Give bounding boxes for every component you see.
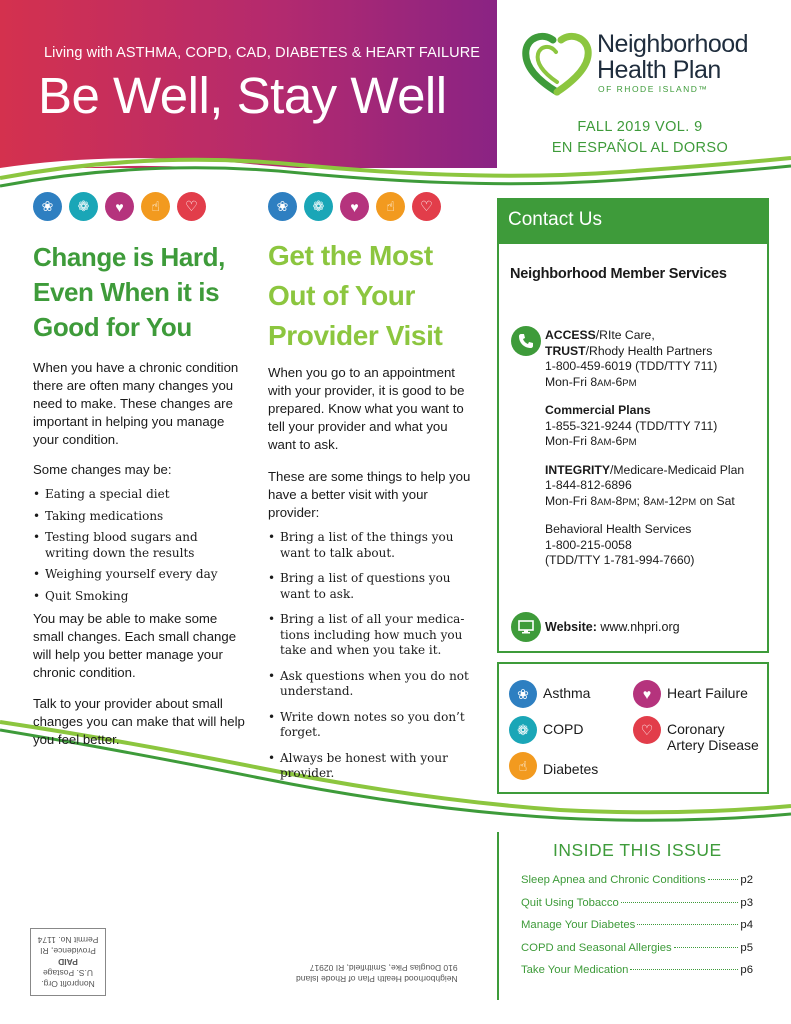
spanish-note: EN ESPAÑOL AL DORSO: [551, 140, 729, 156]
contact-us-box: [497, 198, 769, 653]
list-item: • Always be honest with your provider.: [268, 751, 473, 782]
lungs-outline-icon: ❁: [304, 192, 333, 221]
legend-asthma: [509, 680, 590, 708]
article-change-is-hard: [33, 240, 245, 749]
article2-list: [268, 530, 473, 782]
list-item: • Quit Smoking: [33, 589, 245, 605]
plan-name: Behavioral Health Services: [545, 522, 692, 536]
logo-text-line2: Health Plan: [597, 56, 721, 84]
phone-icon: [511, 326, 541, 356]
website-label: Website:: [545, 620, 597, 634]
website-row: [511, 612, 680, 642]
plan-name: INTEGRITY: [545, 462, 611, 477]
plan-hours: Mon-Fri 8AM-6PM: [545, 434, 637, 448]
issue-info: [540, 117, 740, 159]
condition-icons-row-1: [33, 192, 206, 221]
list-item: • Testing blood sugars and writing down the results: [33, 530, 245, 561]
article1-para2: You may be able to make some small changes. Each small change will help you better manage your chronic condition.: [33, 611, 237, 680]
article1-list: [33, 487, 245, 604]
return-address: Neighborhood Health Plan of Rhode Island 910 Douglas Pike, Smithfield, RI 02917: [296, 963, 458, 984]
article1-para3: Talk to your provider about small changes you can make that will help you feel better.: [33, 696, 245, 747]
list-item: • Weighing yourself every day: [33, 567, 245, 583]
plan-behavioral-health: [545, 522, 765, 569]
article2-list-lead: These are some things to help you have a better visit with your provider:: [268, 469, 471, 520]
legend-diabetes: [509, 752, 598, 780]
finger-drop-icon: ☝: [509, 752, 537, 780]
plan-integrity: [545, 463, 765, 511]
plan-tty: (TDD/TTY 1-781-994-7660): [545, 553, 695, 567]
postage-indicia: Nonprofit Org. U.S. Postage PAID Providence, RI Permit No. 1174: [30, 928, 106, 996]
plan-phone: 1-844-812-6896: [545, 478, 632, 492]
nhpri-logo: [520, 26, 770, 101]
plan-hours: Mon-Fri 8AM-6PM: [545, 374, 637, 389]
plan-name: TRUST: [545, 343, 586, 358]
legend-coronary-artery-disease: [633, 716, 759, 753]
plan-phone: 1-800-215-0058: [545, 537, 632, 552]
lungs-icon: ❀: [33, 192, 62, 221]
heart-outline-icon: ♡: [177, 192, 206, 221]
plan-name: ACCESS: [545, 328, 596, 342]
plan-contacts: [545, 328, 765, 581]
inside-issue-title: INSIDE THIS ISSUE: [553, 840, 722, 860]
finger-drop-icon: ☝: [141, 192, 170, 221]
heart-outline-icon: ♡: [633, 716, 661, 744]
finger-drop-icon: ☝: [376, 192, 405, 221]
toc-item[interactable]: Manage Your Diabetes p4: [521, 919, 753, 931]
website-link[interactable]: www.nhpri.org: [600, 620, 680, 634]
issue-volume: FALL 2019 VOL. 9: [577, 119, 703, 135]
newsletter-title: Be Well, Stay Well: [38, 67, 447, 124]
article1-intro: When you have a chronic condition there are often many changes you need to make. These changes are important in helping you manage your condition.: [33, 360, 239, 447]
list-item: • Eating a special diet: [33, 487, 245, 503]
plan-name: Commercial Plans: [545, 403, 651, 417]
plan-name-rest: /RIte Care,: [595, 328, 655, 342]
article1-list-lead: Some changes may be:: [33, 462, 172, 477]
lungs-icon: ❀: [268, 192, 297, 221]
list-item: • Bring a list of the things you want to talk about.: [268, 530, 473, 561]
article2-intro: When you go to an appointment with your provider, it is good to be prepared. Know what you want to tell your provider and what you want to ask.: [268, 365, 465, 452]
logo-text-line3: OF RHODE ISLAND™: [598, 84, 709, 94]
toc-item[interactable]: Quit Using Tobacco p3: [521, 896, 753, 909]
table-of-contents: [521, 874, 753, 987]
lungs-icon: ❀: [509, 680, 537, 708]
plan-hours: Mon-Fri 8AM-8PM; 8AM-12PM on Sat: [545, 493, 735, 508]
article2-heading: Get the Most Out of Your Provider Visit: [268, 240, 443, 351]
legend-copd: [509, 716, 583, 744]
plan-phone: 1-800-459-6019 (TDD/TTY 711): [545, 359, 718, 373]
plan-phone: 1-855-321-9244 (TDD/TTY 711): [545, 418, 718, 433]
monitor-icon: [511, 612, 541, 642]
logo-mark-icon: [520, 26, 594, 100]
list-item: • Bring a list of all your medica-tions including how much you take and when you take it.: [268, 612, 473, 659]
condition-legend: [497, 662, 769, 794]
lungs-outline-icon: ❁: [69, 192, 98, 221]
heart-icon: ♥: [105, 192, 134, 221]
list-item: • Write down notes so you don’t forget.: [268, 710, 473, 741]
article1-heading: Change is Hard, Even When it is Good for You: [33, 242, 225, 342]
legend-label: COPD: [543, 721, 584, 737]
article-provider-visit: [268, 236, 473, 792]
list-item: • Ask questions when you do not understand.: [268, 669, 473, 700]
plan-access-trust: [545, 328, 765, 391]
toc-item[interactable]: Take Your Medication p6: [521, 964, 753, 976]
member-services-heading: Neighborhood Member Services: [510, 266, 727, 282]
plan-commercial: [545, 403, 765, 451]
heart-icon: ♥: [633, 680, 661, 708]
list-item: • Taking medications: [33, 509, 245, 525]
toc-item[interactable]: Sleep Apnea and Chronic Conditions p2: [521, 874, 753, 886]
inside-divider: [497, 832, 499, 1000]
legend-label: Asthma: [543, 685, 591, 701]
heart-icon: ♥: [340, 192, 369, 221]
plan-name-rest: /Rhody Health Partners: [585, 343, 713, 358]
condition-icons-row-2: [268, 192, 441, 221]
plan-name-rest: /Medicare-Medicaid Plan: [610, 462, 745, 477]
legend-label: Heart Failure: [667, 685, 748, 701]
toc-item[interactable]: COPD and Seasonal Allergies p5: [521, 941, 753, 954]
heart-outline-icon: ♡: [412, 192, 441, 221]
contact-us-title: Contact Us: [499, 200, 767, 244]
newsletter-subtitle: Living with ASTHMA, COPD, CAD, DIABETES & HEART FAILURE: [44, 45, 481, 61]
logo-text-line1: Neighborhood: [597, 30, 749, 58]
legend-label: Diabetes: [543, 761, 599, 777]
list-item: • Bring a list of questions you want to ask.: [268, 571, 473, 602]
legend-label: Coronary Artery Disease: [667, 721, 759, 753]
legend-heart-failure: [633, 680, 748, 708]
lungs-outline-icon: ❁: [509, 716, 537, 744]
